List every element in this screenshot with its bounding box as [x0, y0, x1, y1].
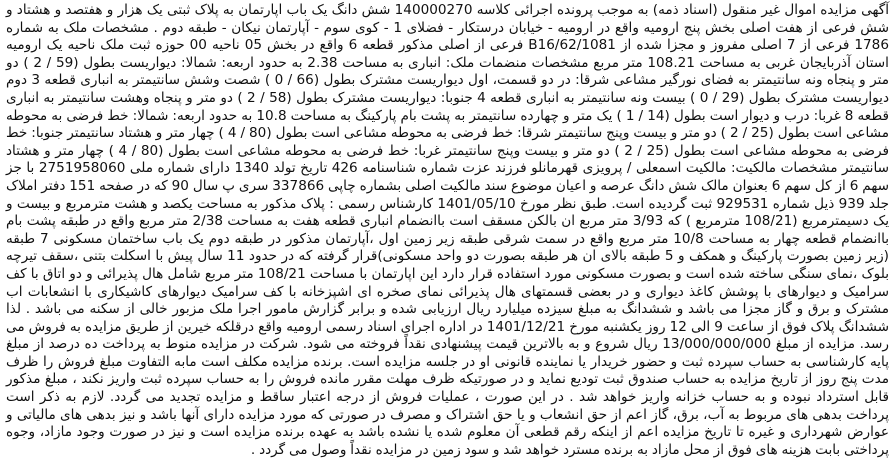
auction-notice-text: آگهی مزایده اموال غیر منقول (اسناد ذمه) به موجب پرونده اجرائی کلاسه 140000270 شش دانگ یک باب اپارتمان به پلاک ثبتی یک هزار و هفتصد و هشتاد و شش فرعی از هفت اصلی بخش پنج ارومیه واقع در ارومیه - خیابان درستکار - فضلای 1 - کوی سوم - آپارتمان نیکان - طبقه دوم . مشخصات ملک به شماره 1786 فرعی از 7 اصلی مفروز و مجزا شده از B16/62/1081 فرعی از اصلی مذکور قطعه 6 واقع در بخش 05 ناحیه 00 حوزه ثبت ملک ناحیه یک ارومیه استان آذربایجان غربی به مساحت 108.21 متر مربع مشخصات منضمات ملک: انباری به مساحت 2.38 به حدود اربعه: شمالا: دیواریست بطول (59 / 2 ) دو متر و پنجاه ونه سانتیمتر به فضای نورگیر مشاعی شرقا: در دو قسمت، اول دیواریست مشترک بطول (66 / 0 ) شصت وشش سانتیمتر به انباری قطعه 3 دوم دیواریست مشترک بطول (29 / 0 ) بیست ونه سانتیمتر به انباری قطعه 4 جنوبا: دیواریست مشترک بطول (58 / 2 ) دو متر و پنجاه وهشت سانتیمتر به انباری قطعه 8 غربا: درب و دیوار است بطول (14 / 1 ) یک متر و چهارده سانتیمتر به پشت بام پارکینگ به مساحت 10.8 به حدود اربعه: شمالا: خط فرضی به محوطه مشاعی است بطول (25 / 2 ) دو متر و بیست وپنج سانتیمتر شرقا: خط فرضی به محوطه مشاعی است بطول (80 / 4 ) چهار متر و هشتاد سانتیمتر جنوبا: خط فرضی به محوطه مشاعی است بطول (25 / 2 ) دو متر و بیست وپنج سانتیمتر غربا: خط فرضی به محوطه مشاعی است بطول (80 / 4 ) چهار متر و هشتاد سانتیمتر مشخصات مالکیت: مالکیت اسمعلی / پرویزی قهرمانلو فرزند عزت شماره شناسنامه 426 تاریخ تولد 1340 دارای شماره ملی 2751958060 با جز سهم 6 از کل سهم 6 بعنوان مالک شش دانگ عرصه و اعیان موضوع سند مالکیت اصلی بشماره چاپی 337866 سری پ سال 90 که در صفحه 151 دفتر املاک جلد 939 ذیل شماره 929531 ثبت گردیده است. طبق نظر مورخ 1401/05/10 کارشناس رسمی : پلاک مذکور به مساحت یکصد و هشت مترمربع و بیست و یک دسیمترمربع (108/21 مترمربع ) که 3/93 متر مربع ان بالکن مسقف است باانضمام انباری قطعه هفت به مساحت 2/38 متر مربع واقع در طبقه پشت بام باانضمام قطعه چهار به مساحت 10/8 متر مربع واقع در سمت شرقی طبقه زیر زمین اول ،آپارتمان مذکور در طبقه دوم یک باب ساختمان مسکونی 7 طبقه (زیر زمین بصورت پارکینگ و همکف و 5 طبقه بالای ان هر طبقه بصورت دو واحد مسکونی)قرار گرفته که در حدود 11 سال پیش با اسکلت بتنی ،سقف تیرچه بلوک ،نمای سنگی ساخته شده است و بصورت مسکونی مورد استفاده قرار دارد این اپارتمان با مساحت 108/21 متر مربع شامل هال پذیرائی و دو اتاق با کف سرامیک و دیوارهای با پوشش کاغذ دیواری و در بعضی قسمتهای هال پذیرائی نمای صخره ای اشپزخانه با کف سرامیک دیوارهای کاشیکاری با انشعابات اب مشترک و برق و گاز مجزا می باشد و ششدانگ به مبلغ سیزده میلیارد ریال ارزیابی شده و برابر گزارش مامور اجرا ملک مزبور خالی از سکنه می باشد . لذا ششدانگ پلاک فوق از ساعت 9 الی 12 روز یکشنبه مورخ 1401/12/21 در اداره اجرای اسناد رسمی ارومیه واقع درقلکه خیرین از طریق مزایده به فروش می رسد. مزایده از مبلغ 13/000/000/000 ریال شروع و به بالاترین قیمت پیشنهادی نقداً فروخته می شود. شرکت در مزایده منوط به پرداخت ده درصد از مبلغ پایه کارشناسی به حساب سپرده ثبت و حضور خریدار یا نماینده قانونی او در جلسه مزایده است. برنده مزایده مکلف است مابه التفاوت مبلغ فروش را ظرف مدت پنج روز از تاریخ مزایده به حساب صندوق ثبت تودیع نماید و در صورتیکه ظرف مهلت مقرر مانده فروش را به حساب سپرده ثبت واریز نکند ، مبلغ مذکور قابل استرداد نبوده و به حساب خزانه واریز خواهد شد . در این صورت ، عملیات فروش از درجه اعتبار ساقط و مزایده تجدید می گردد. لازم به ذکر است پرداخت بدهی های مربوط به آب، برق، گاز اعم از حق انشعاب و یا حق اشتراک و مصرف در صورتی که مورد مزایده دارای آنها باشد و نیز بدهی های مالیاتی و عوارض شهرداری و غیره تا تاریخ مزایده اعم از اینکه رقم قطعی آن معلوم شده یا نشده باشد به عهده برنده مزایده است و نیز در صورت وجود مازاد، وجوه پرداختی بابت هزینه های فوق از محل مازاد به برنده مسترد خواهد شد و سود زمین در مزایده نقداً وصول می گردد .	[6, 2, 890, 458]
